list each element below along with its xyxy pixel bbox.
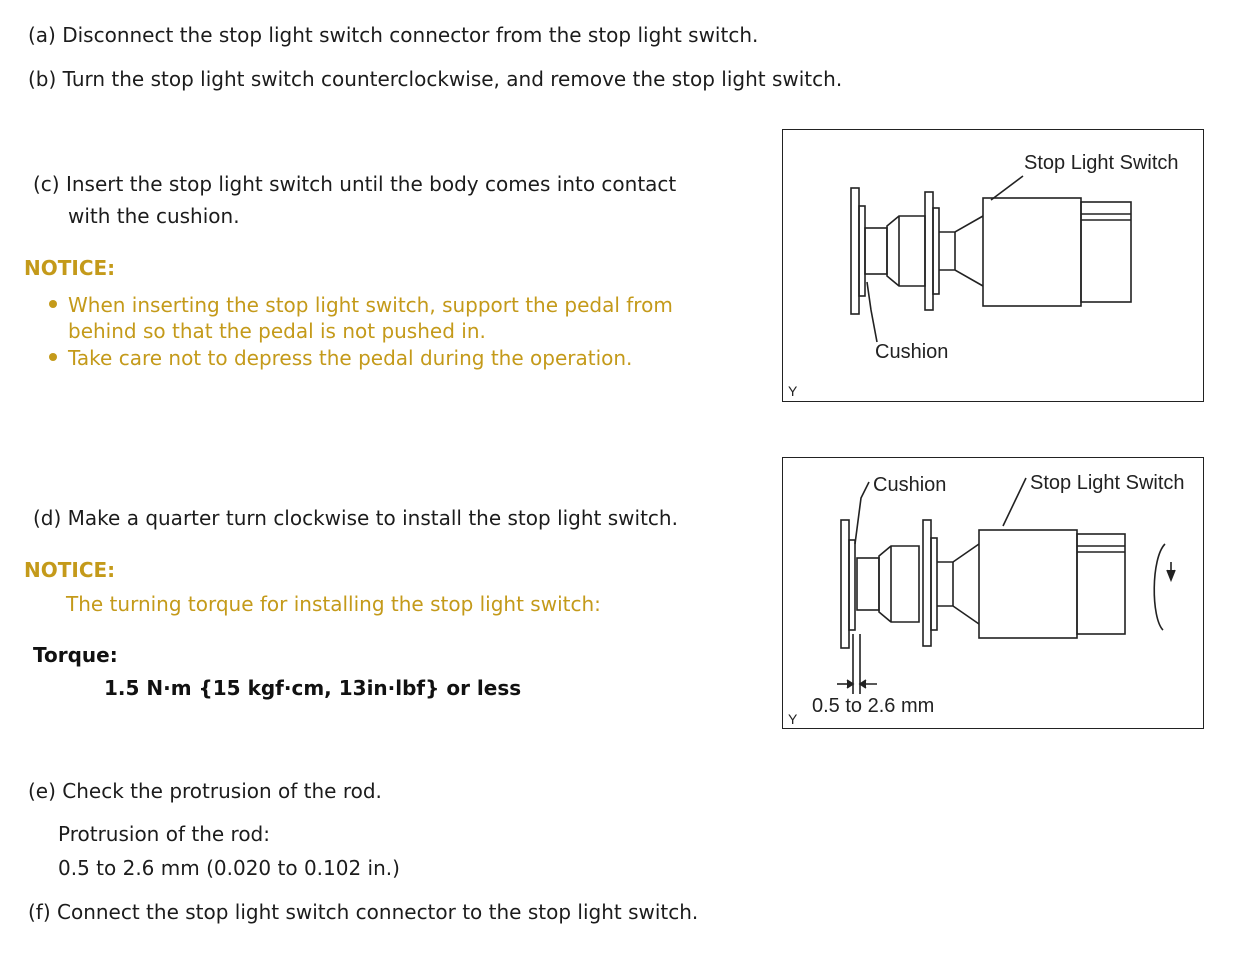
figure-quarter-turn	[782, 457, 1204, 729]
figure-insert-switch-drawing	[783, 130, 1205, 403]
rotation-arrow	[1154, 544, 1165, 630]
pedal-plate	[841, 520, 849, 648]
rotation-arrow-head	[1167, 570, 1175, 580]
step-e-text: (e) Check the protrusion of the rod.	[28, 779, 382, 803]
switch-leader-line	[1003, 478, 1026, 526]
switch-leader-line	[991, 176, 1023, 200]
torque-value: 1.5 N·m {15 kgf·cm, 13in·lbf} or less	[104, 676, 522, 700]
figure-1-switch-label: Stop Light Switch	[1024, 152, 1179, 174]
notice-1-bullet-1-dot	[49, 300, 57, 308]
cushion-leader-line	[867, 282, 877, 342]
switch-assembly-drawing-2	[837, 478, 1175, 694]
step-b-text: (b) Turn the stop light switch counterclockwise, and remove the stop light switch.	[28, 67, 843, 91]
figure-quarter-turn-drawing	[783, 458, 1205, 730]
step-d-text: (d) Make a quarter turn clockwise to install the stop light switch.	[33, 506, 678, 530]
figure-1-cushion-label: Cushion	[875, 341, 949, 363]
switch-flange	[923, 520, 931, 646]
figure-insert-switch	[782, 129, 1204, 402]
cushion-disk	[849, 540, 855, 630]
switch-body	[983, 198, 1081, 306]
cushion-leader-line	[855, 482, 869, 544]
switch-body	[979, 530, 1077, 638]
pedal-plate	[851, 188, 859, 314]
torque-label: Torque:	[33, 643, 118, 667]
step-a-text: (a) Disconnect the stop light switch connector from the stop light switch.	[28, 23, 759, 47]
notice-1-bullet-1-line1: When inserting the stop light switch, support the pedal from	[68, 293, 673, 317]
switch-assembly-drawing-1	[851, 176, 1131, 342]
step-c-text-line2: with the cushion.	[68, 204, 240, 228]
cushion-disk	[859, 206, 865, 296]
notice-1-heading: NOTICE:	[24, 256, 116, 280]
figure-2-switch-label: Stop Light Switch	[1030, 472, 1185, 494]
notice-1-bullet-1-line2: behind so that the pedal is not pushed in.	[68, 319, 486, 343]
step-c-text-line1: (c) Insert the stop light switch until the body comes into contact	[33, 172, 677, 196]
figure-2-corner-mark: Y	[788, 711, 798, 727]
notice-1-bullet-2-dot	[49, 353, 57, 361]
figure-1-corner-mark: Y	[788, 383, 798, 399]
notice-2-text: The turning torque for installing the stop light switch:	[66, 592, 601, 616]
figure-2-cushion-label: Cushion	[873, 474, 947, 496]
switch-connector	[1077, 534, 1125, 634]
notice-2-heading: NOTICE:	[24, 558, 116, 582]
step-f-text: (f) Connect the stop light switch connector to the stop light switch.	[28, 900, 699, 924]
protrusion-label: Protrusion of the rod:	[58, 822, 270, 846]
switch-connector	[1081, 202, 1131, 302]
notice-1-bullet-2: Take care not to depress the pedal during the operation.	[68, 346, 633, 370]
switch-flange	[925, 192, 933, 310]
figure-2-dimension-label: 0.5 to 2.6 mm	[812, 695, 935, 717]
protrusion-value: 0.5 to 2.6 mm (0.020 to 0.102 in.)	[58, 856, 400, 880]
